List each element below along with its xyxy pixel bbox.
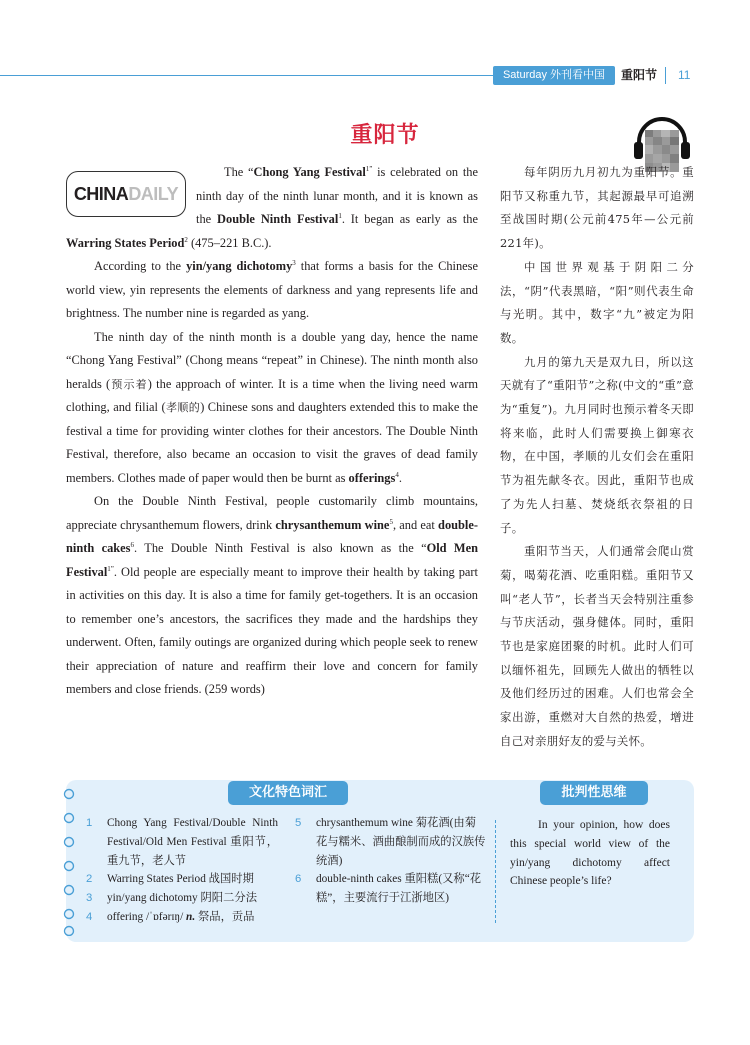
header-section-title: 重阳节 — [621, 68, 658, 82]
vocab-list-right — [295, 814, 487, 908]
logo-china: CHINA — [73, 184, 129, 204]
critical-thinking-heading: 批判性思维 — [540, 781, 648, 805]
chinese-translation — [500, 161, 694, 754]
page-number: 11 — [678, 68, 691, 82]
vocab-item: 4 offering /ˈɒfərɪŋ/ n. 祭品，贡品 — [86, 910, 255, 923]
vocab-item: 2 Warring States Period 战国时期 — [86, 873, 254, 886]
header-column-pill: Saturday 外刊看中国 — [493, 66, 615, 85]
english-paragraph-3: The ninth day of the ninth month is a double yang day, hence the name “Chong Yang Festival” (Chong means “repeat” in Chinese). The ninth month also heralds (预示着) the approach of winter. It is a time when the living need warm clothing, and filial (孝顺的) Chinese sons and daughters extended this to make the festival a time for providing winter clothes for their ancestors. The Double Ninth Festival, therefore, also became an occasion to visit the graves of dead family members. Clothes made of paper would then be burnt as offerings$^4$. — [66, 329, 478, 485]
english-paragraph-4: On the Double Ninth Festival, people customarily climb mountains, appreciate chrysanthemum flowers, drink chrysanthemum wine$^5$, and eat double-ninth cakes$^6$. The Double Ninth Festival is also known as the “Old Men Festival$^{1”}$. Old people are especially meant to improve their health by taking part in activities on this day. It is also a time for family get-togethers. It is an occasion to remember one’s ancestors, the sacrifices they made and the hardships they underwent. Often, family outings are organized during which people seek to renew their appreciation of nature and reaffirm their love and concern for family members and close friends. (259 words) — [66, 494, 479, 696]
logo-daily: DAILY — [128, 184, 179, 204]
chinese-paragraph-4: 重阳节当天，人们通常会爬山赏菊，喝菊花酒、吃重阳糕。重阳节又叫“老人节”，长者当天会特别注重参与节庆活动，强身健体。同时，重阳节也是家庭团聚的时机。此时人们可以缅怀祖先，回顾先人做出的牺牲以及他们经历过的困难。人们也常会全家出游，重燃对大自然的热爱，增进自己对亲朋好友的爱与关怀。 — [500, 544, 694, 748]
binder-rings-icon — [62, 786, 76, 936]
vocab-item: 5 chrysanthemum wine 菊花酒(由菊花与糯米、酒曲酿制而成的汉族传统酒) — [295, 817, 486, 867]
vocab-list-left — [86, 814, 278, 927]
article-title: 重阳节 — [350, 123, 420, 148]
english-article — [66, 161, 478, 702]
header-rule — [0, 75, 493, 76]
vocab-item: 3 yin/yang dichotomy 阴阳二分法 — [86, 892, 257, 905]
vocab-item: 1 Chong Yang Festival/Double Ninth Festival/Old Men Festival 重阳节，重九节，老人节 — [86, 817, 278, 867]
header-divider — [665, 67, 666, 84]
critical-thinking-question: In your opinion, how does this special world view of the yin/yang dichotomy affect Chinese people’s life? — [510, 819, 670, 888]
vocab-item: 6 double-ninth cakes 重阳糕(又称“花糕”，主要流行于江浙地区) — [295, 873, 482, 905]
vocab-heading: 文化特色词汇 — [228, 781, 348, 805]
chinese-paragraph-1: 每年阴历九月初九为重阳节。重阳节又称重九节，其起源最早可追溯至战国时期(公元前475年—公元前221年)。 — [500, 165, 694, 251]
chinese-paragraph-2: 中国世界观基于阴阳二分法，“阴”代表黑暗，“阳”则代表生命与光明。其中，数字“九”被定为阳数。 — [500, 259, 694, 345]
panel-divider — [495, 820, 496, 923]
chinese-paragraph-3: 九月的第九天是双九日，所以这天就有了“重阳节”之称(中文的“重”意为“重复”)。九月同时也预示着冬天即将来临，此时人们需要换上御寒衣物，在中国，孝顺的儿女们会在重阳节为祖先献冬衣。因此，重阳节也成了为先人扫墓、焚烧纸衣祭祖的日子。 — [500, 354, 694, 535]
english-paragraph-2: According to the yin/yang dichotomy$^3$ that forms a basis for the Chinese world view, yin represents the elements of darkness and yang represents life and brightness. The number nine is regarded as yang. — [66, 258, 478, 320]
english-paragraph-1: The “Chong Yang Festival$^{1”}$ is celebrated on the ninth day of the ninth lunar month, and it is known as the Double Ninth Festival$^1$. It began as early as the Warring States Period$^2$ (475–221 B.C.). — [66, 164, 478, 250]
